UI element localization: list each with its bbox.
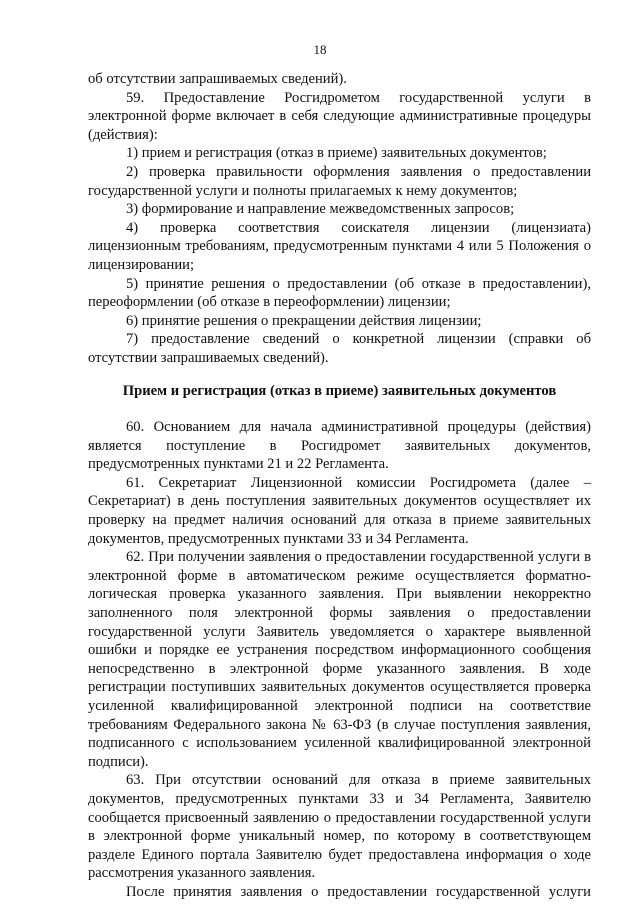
list-item: 3) формирование и направление межведомственных запросов; [126,201,515,218]
list-item: 4) проверка соответствия соискателя лицензии (лицензиата) лицензионным требованиям, предусмотренным пунктами 4 или 5 Положения о лицензировании; [88,219,591,273]
list-item: 7) предоставление сведений о конкретной лицензии (справки об отсутствии запрашиваемых сведений). [88,331,591,366]
section-heading: Прием и регистрация (отказ в приеме) заявительных документов [122,382,557,399]
page-number: 18 [313,42,327,57]
paragraph-64-start: После принятия заявления о предоставлении государственной услуги [126,883,591,900]
paragraph-60: 60. Основанием для начала административной процедуры (действия) является поступление в Росгидромет заявительных документов, предусмотренных пунктами 21 и 22 Регламента. [88,419,591,473]
paragraph-63: 63. При отсутствии оснований для отказа в приеме заявительных документов, предусмотренных пунктами 33 и 34 Регламента, Заявителю сообщается присвоенный заявлению о предоставлении государственной услуги в электронной форме уникальный номер, по которому в соответствующем разделе Единого портала Заявителю будет предоставлена информация о ходе рассмотрения указанного заявления. [88,772,591,882]
list-item: 5) принятие решения о предоставлении (об отказе в предоставлении), переоформлении (об отказе в переоформлении) лицензии; [88,275,591,311]
list-item: 2) проверка правильности оформления заявления о предоставлении государственной услуги и полноты прилагаемых к нему документов; [88,163,591,199]
paragraph-59-intro: 59. Предоставление Росгидрометом государственной услуги в электронной форме включает в себя следующие административные процедуры (действия): [88,89,591,143]
paragraph-61: 61. Секретариат Лицензионной комиссии Росгидромета (далее – Секретариат) в день поступления заявительных документов осуществляет их проверку на предмет наличия оснований для отказа в приеме заявительных документов, предусмотренных пунктами 33 и 34 Регламента. [88,474,591,547]
paragraph-58-tail: об отсутствии запрашиваемых сведений). [88,71,347,87]
list-item: 1) прием и регистрация (отказ в приеме) заявительных документов; [126,145,547,162]
paragraph-62: 62. При получении заявления о предоставлении государственной услуги в электронной форме в автоматическом режиме осуществляется форматно-логическая проверка указанного заявления. При выявлении некорректно заполненного поля электронной формы заявления о предоставлении государственной услуги Заявитель уведомляется о характере выявленной ошибки и порядке ее устранения посредством информационного сообщения непосредственно в электронной форме указанного заявления. В ходе регистрации поступивших заявительных документов осуществляется проверка усиленной квалифицированной электронной подписи на соответствие требованиям Федерального закона № 63-ФЗ (в случае поступления заявления, подписанного с использованием усиленной квалифицированной электронной подписи). [88,549,591,770]
document-body [88,70,591,902]
list-item: 6) принятие решения о прекращении действия лицензии; [126,312,482,329]
